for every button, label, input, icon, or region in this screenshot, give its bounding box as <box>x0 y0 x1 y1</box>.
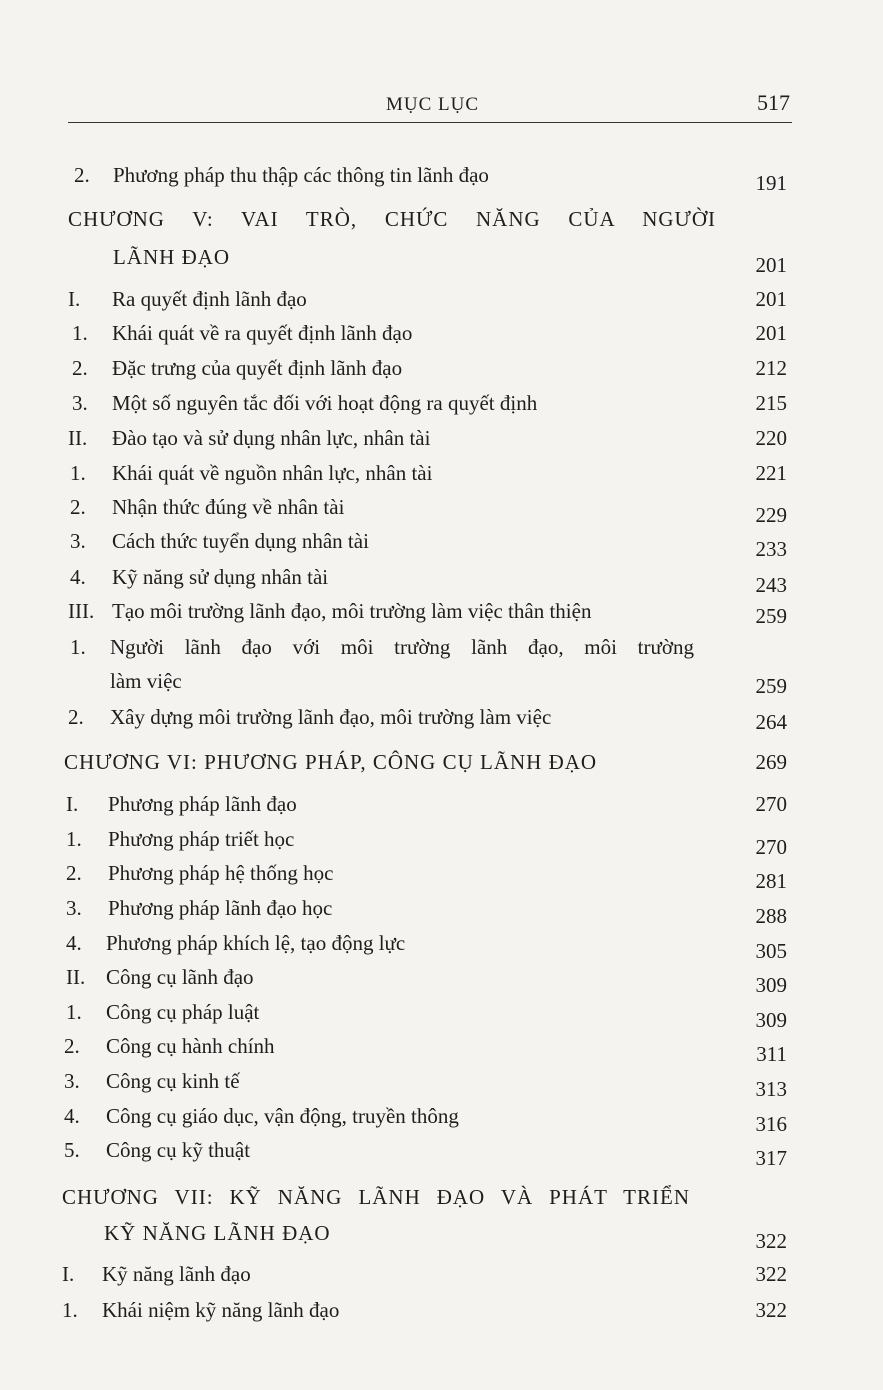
toc-entry-title: Khái quát về nguồn nhân lực, nhân tài <box>112 461 433 485</box>
toc-entry-number: 2. <box>70 495 86 519</box>
toc-entry <box>0 1032 883 1066</box>
toc-entry <box>0 285 883 319</box>
toc-entry-page: 322 <box>755 1298 787 1322</box>
toc-entry <box>0 998 883 1032</box>
toc-entry-title: Phương pháp hệ thống học <box>108 861 334 885</box>
toc-entry <box>0 243 883 277</box>
toc-entry-title: CHƯƠNG V: VAI TRÒ, CHỨC NĂNG CỦA NGƯỜI <box>68 207 716 231</box>
toc-entry-number: 4. <box>64 1104 80 1128</box>
toc-entry-page: 259 <box>755 674 787 698</box>
toc-entry-title: Phương pháp triết học <box>108 827 295 851</box>
toc-entry-number: II. <box>66 965 86 989</box>
toc-entry-page: 288 <box>755 904 787 928</box>
toc-entry <box>0 161 883 195</box>
running-title: MỤC LỤC <box>386 94 480 115</box>
toc-entry <box>0 1183 883 1217</box>
toc-entry-page: 317 <box>755 1146 787 1170</box>
toc-entry-page: 309 <box>755 1008 787 1032</box>
toc-entry-number: 2. <box>72 356 88 380</box>
toc-entry-title: Kỹ năng lãnh đạo <box>102 1262 251 1286</box>
toc-entry-number: 1. <box>70 635 86 659</box>
toc-entry-number: III. <box>68 599 95 623</box>
toc-entry-title: Đặc trưng của quyết định lãnh đạo <box>112 356 403 380</box>
toc-entry-number: 2. <box>68 705 84 729</box>
toc-entry-page: 201 <box>755 287 787 311</box>
toc-entry-title: làm việc <box>110 669 182 693</box>
toc-entry <box>0 459 883 493</box>
toc-entry <box>0 389 883 423</box>
toc-entry <box>0 633 883 667</box>
toc-entry-number: 1. <box>70 461 86 485</box>
toc-entry-number: 3. <box>70 529 86 553</box>
toc-entry-number: 1. <box>66 1000 82 1024</box>
toc-entry <box>0 319 883 353</box>
toc-entry-number: 1. <box>72 321 88 345</box>
toc-entry-title: Công cụ hành chính <box>106 1034 275 1058</box>
toc-entry-page: 215 <box>755 391 787 415</box>
toc-entry-number: 2. <box>64 1034 80 1058</box>
toc-entry-number: 3. <box>64 1069 80 1093</box>
toc-entry-page: 243 <box>755 573 787 597</box>
toc-entry-title: Khái niệm kỹ năng lãnh đạo <box>102 1298 340 1322</box>
toc-entry-title: LÃNH ĐẠO <box>113 245 231 269</box>
toc-entry-title: Công cụ pháp luật <box>106 1000 260 1024</box>
toc-entry-page: 316 <box>755 1112 787 1136</box>
toc-entry <box>0 1136 883 1170</box>
toc-entry <box>0 205 883 239</box>
toc-entry-title: Công cụ lãnh đạo <box>106 965 254 989</box>
toc-entry-number: 4. <box>66 931 82 955</box>
toc-entry-title: KỸ NĂNG LÃNH ĐẠO <box>104 1221 331 1245</box>
toc-entry-number: 5. <box>64 1138 80 1162</box>
toc-entry <box>0 563 883 597</box>
toc-entry-page: 270 <box>755 792 787 816</box>
toc-entry-title: Ra quyết định lãnh đạo <box>112 287 307 311</box>
toc-entry-page: 311 <box>756 1042 787 1066</box>
toc-entry-number: 1. <box>66 827 82 851</box>
toc-entry-page: 270 <box>755 835 787 859</box>
toc-entry-page: 259 <box>755 604 787 628</box>
toc-entry-number: 4. <box>70 565 86 589</box>
page-header <box>68 92 792 123</box>
toc-entry-title: Kỹ năng sử dụng nhân tài <box>112 565 329 589</box>
toc-entry <box>0 929 883 963</box>
toc-entry-page: 264 <box>755 710 787 734</box>
toc-entry-page: 221 <box>755 461 787 485</box>
toc-entry-page: 322 <box>755 1229 787 1253</box>
toc-entry-page: 191 <box>755 171 787 195</box>
toc-entry-page: 309 <box>755 973 787 997</box>
toc-entry-number: 2. <box>66 861 82 885</box>
toc-entry-page: 281 <box>755 869 787 893</box>
toc-entry <box>0 667 883 701</box>
toc-entry <box>0 1260 883 1294</box>
toc-entry-number: I. <box>62 1262 75 1286</box>
toc-entry-title: Công cụ kỹ thuật <box>106 1138 251 1162</box>
toc-entry-title: Một số nguyên tắc đối với hoạt động ra quyết định <box>112 391 538 415</box>
toc-entry-title: Khái quát về ra quyết định lãnh đạo <box>112 321 413 345</box>
toc-entry-number: 1. <box>62 1298 78 1322</box>
toc-entry-title: Phương pháp lãnh đạo <box>108 792 297 816</box>
toc-entry <box>0 790 883 824</box>
toc-entry-page: 233 <box>755 537 787 561</box>
toc-entry-title: Công cụ kinh tế <box>106 1069 240 1093</box>
toc-entry <box>0 354 883 388</box>
toc-entry <box>0 825 883 859</box>
toc-entry-title: Công cụ giáo dục, vận động, truyền thông <box>106 1104 459 1128</box>
toc-entry-page: 201 <box>755 321 787 345</box>
toc-entry <box>0 1219 883 1253</box>
toc-entry-title: Phương pháp thu thập các thông tin lãnh đạo <box>113 163 489 187</box>
toc-entry-title: Người lãnh đạo với môi trường lãnh đạo, môi trường <box>110 635 694 659</box>
toc-entry-page: 305 <box>755 939 787 963</box>
toc-entry-number: II. <box>68 426 88 450</box>
toc-entry-page: 322 <box>755 1262 787 1286</box>
toc-entry <box>0 493 883 527</box>
toc-entry-page: 212 <box>755 356 787 380</box>
toc-entry <box>0 1102 883 1136</box>
toc-entry <box>0 963 883 997</box>
toc-entry-title: Phương pháp lãnh đạo học <box>108 896 333 920</box>
toc-entry-number: 3. <box>66 896 82 920</box>
toc-entry <box>0 527 883 561</box>
toc-entry <box>0 1067 883 1101</box>
toc-entry-title: Tạo môi trường lãnh đạo, môi trường làm việc thân thiện <box>112 599 592 623</box>
toc-entry <box>0 1296 883 1330</box>
toc-entry-page: 313 <box>755 1077 787 1101</box>
toc-entry <box>0 748 883 782</box>
toc-entry <box>0 703 883 737</box>
toc-entry-title: Xây dựng môi trường lãnh đạo, môi trường làm việc <box>110 705 552 729</box>
toc-entry-title: Phương pháp khích lệ, tạo động lực <box>106 931 406 955</box>
page-number: 517 <box>757 90 790 115</box>
toc-entry-title: CHƯƠNG VI: PHƯƠNG PHÁP, CÔNG CỤ LÃNH ĐẠO <box>64 750 598 774</box>
toc-entry <box>0 894 883 928</box>
toc-entry-number: I. <box>66 792 79 816</box>
toc-entry <box>0 597 883 631</box>
toc-entry-number: 2. <box>74 163 90 187</box>
toc-entry-title: Đào tạo và sử dụng nhân lực, nhân tài <box>112 426 431 450</box>
toc-entry-number: I. <box>68 287 81 311</box>
toc-entry-title: Cách thức tuyển dụng nhân tài <box>112 529 369 553</box>
toc-entry <box>0 859 883 893</box>
toc-entry-page: 201 <box>755 253 787 277</box>
toc-entry-page: 229 <box>755 503 787 527</box>
toc-entry-title: CHƯƠNG VII: KỸ NĂNG LÃNH ĐẠO VÀ PHÁT TRIỂN <box>62 1185 690 1209</box>
toc-entry-title: Nhận thức đúng về nhân tài <box>112 495 345 519</box>
toc-entry-page: 269 <box>755 750 787 774</box>
toc-entry-page: 220 <box>755 426 787 450</box>
toc-entry <box>0 424 883 458</box>
toc-entry-number: 3. <box>72 391 88 415</box>
